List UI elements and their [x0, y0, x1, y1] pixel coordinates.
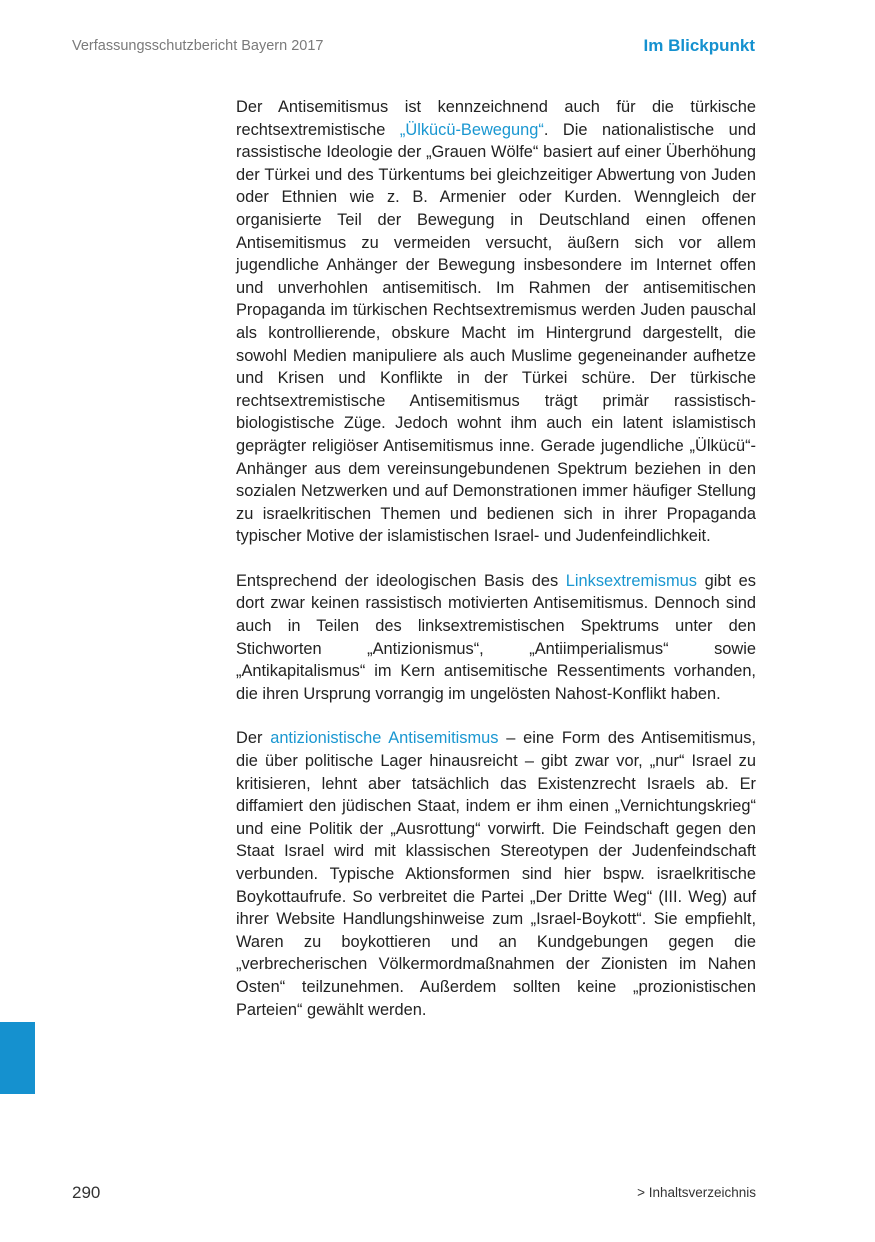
antizionistischer-antisemitismus-link[interactable]: antizionistische Antisemitismus	[270, 729, 499, 748]
body-text	[236, 96, 756, 1043]
paragraph-text: . Die nationalistische und rassistische Ideologie der „Grauen Wölfe“ basiert auf einer Überhöhung der Türkei und des Türkentums bei gleichzeitiger Abwertung von Juden oder Ethnien wie z. B. Armenier oder Kurden. Wenngleich der organisierte Teil der Bewegung in Deutschland einen offenen Antisemitismus zu vermeiden versucht, äußern sich vor allem jugendliche Anhänger der Bewegung insbesondere im Internet offen und unverhohlen antisemitisch. Im Rahmen der antisemitischen Propaganda im türkischen Rechtsextremismus werden Juden pauschal als kontrollierende, obskure Macht im Hintergrund dargestellt, die sowohl Medien manipuliere als auch Muslime gegeneinander aufhetze und Krisen und Konflikte in der Türkei schüre. Der türkische rechtsextremistische Antisemitismus trägt primär rassistisch-biologistische Züge. Jedoch wohnt ihm auch ein latent islamistisch geprägter religiöser Antisemitismus inne. Gerade jugendliche „Ülkücü“-Anhänger aus dem vereinsungebundenen Spektrum beziehen in den sozialen Netzwerken und auf Demonstrationen immer häufiger Stellung zu israelkritischen Themen und bedienen sich in ihrer Propaganda typischer Motive der islamistischen Israel- und Judenfeindlichkeit.	[236, 120, 756, 546]
uelkuecue-bewegung-link[interactable]: „Ülkücü-Bewegung“	[399, 120, 544, 139]
paragraph-antizionismus	[236, 727, 756, 1021]
paragraph-text: gibt es dort zwar keinen rassistisch motivierten Antisemitismus. Dennoch sind auch in Teilen des linksextremistischen Spektrums unter den Stichworten „Antizionismus“, „Antiimperialismus“ sowie „Antikapitalismus“ im Kern antisemitische Ressentiments vorhanden, die ihren Ursprung vorrangig im ungelösten Nahost-Konflikt haben.	[236, 571, 756, 703]
page-number: 290	[72, 1183, 101, 1202]
paragraph-linksextremismus	[236, 570, 756, 706]
chapter-marker	[0, 1022, 35, 1094]
running-header: Verfassungsschutzbericht Bayern 2017	[72, 38, 324, 54]
paragraph-text: Der Antisemitismus ist kennzeichnend auch für die türkische rechtsextremistische	[236, 98, 756, 139]
paragraph-text: – eine Form des Antisemitismus, die über politische Lager hinausreicht – gibt zwar vor, „nur“ Israel zu kritisieren, lehnt aber tatsächlich das Existenzrecht Israels ab. Er diffamiert den jüdischen Staat, indem er ihm einen „Vernichtungskrieg“ und eine Politik der „Ausrottung“ vorwirft. Die Feindschaft gegen den Staat Israel wird mit klassischen Stereotypen der Judenfeindschaft verbunden. Typische Aktionsformen sind hier bspw. israelkritische Boykottaufrufe. So verbreitet die Partei „Der Dritte Weg“ (III. Weg) auf ihrer Website Handlungshinweise zum „Israel-Boykott“. Sie empfiehlt, Waren zu boykottieren und an Kundgebungen gegen die „verbrecherischen Völkermordmaßnahmen der Zionisten im Nahen Osten“ teilzunehmen. Außerdem sollten keine „prozionistischen Parteien“ gewählt werden.	[236, 729, 756, 1019]
linksextremismus-link[interactable]: Linksextremismus	[565, 571, 697, 590]
paragraph-uelkuecue	[236, 96, 756, 548]
table-of-contents-link[interactable]: > Inhaltsverzeichnis	[637, 1185, 756, 1200]
section-title: Im Blickpunkt	[643, 36, 755, 55]
paragraph-text: Der	[236, 729, 271, 748]
paragraph-text: Entsprechend der ideologischen Basis des	[236, 571, 566, 590]
